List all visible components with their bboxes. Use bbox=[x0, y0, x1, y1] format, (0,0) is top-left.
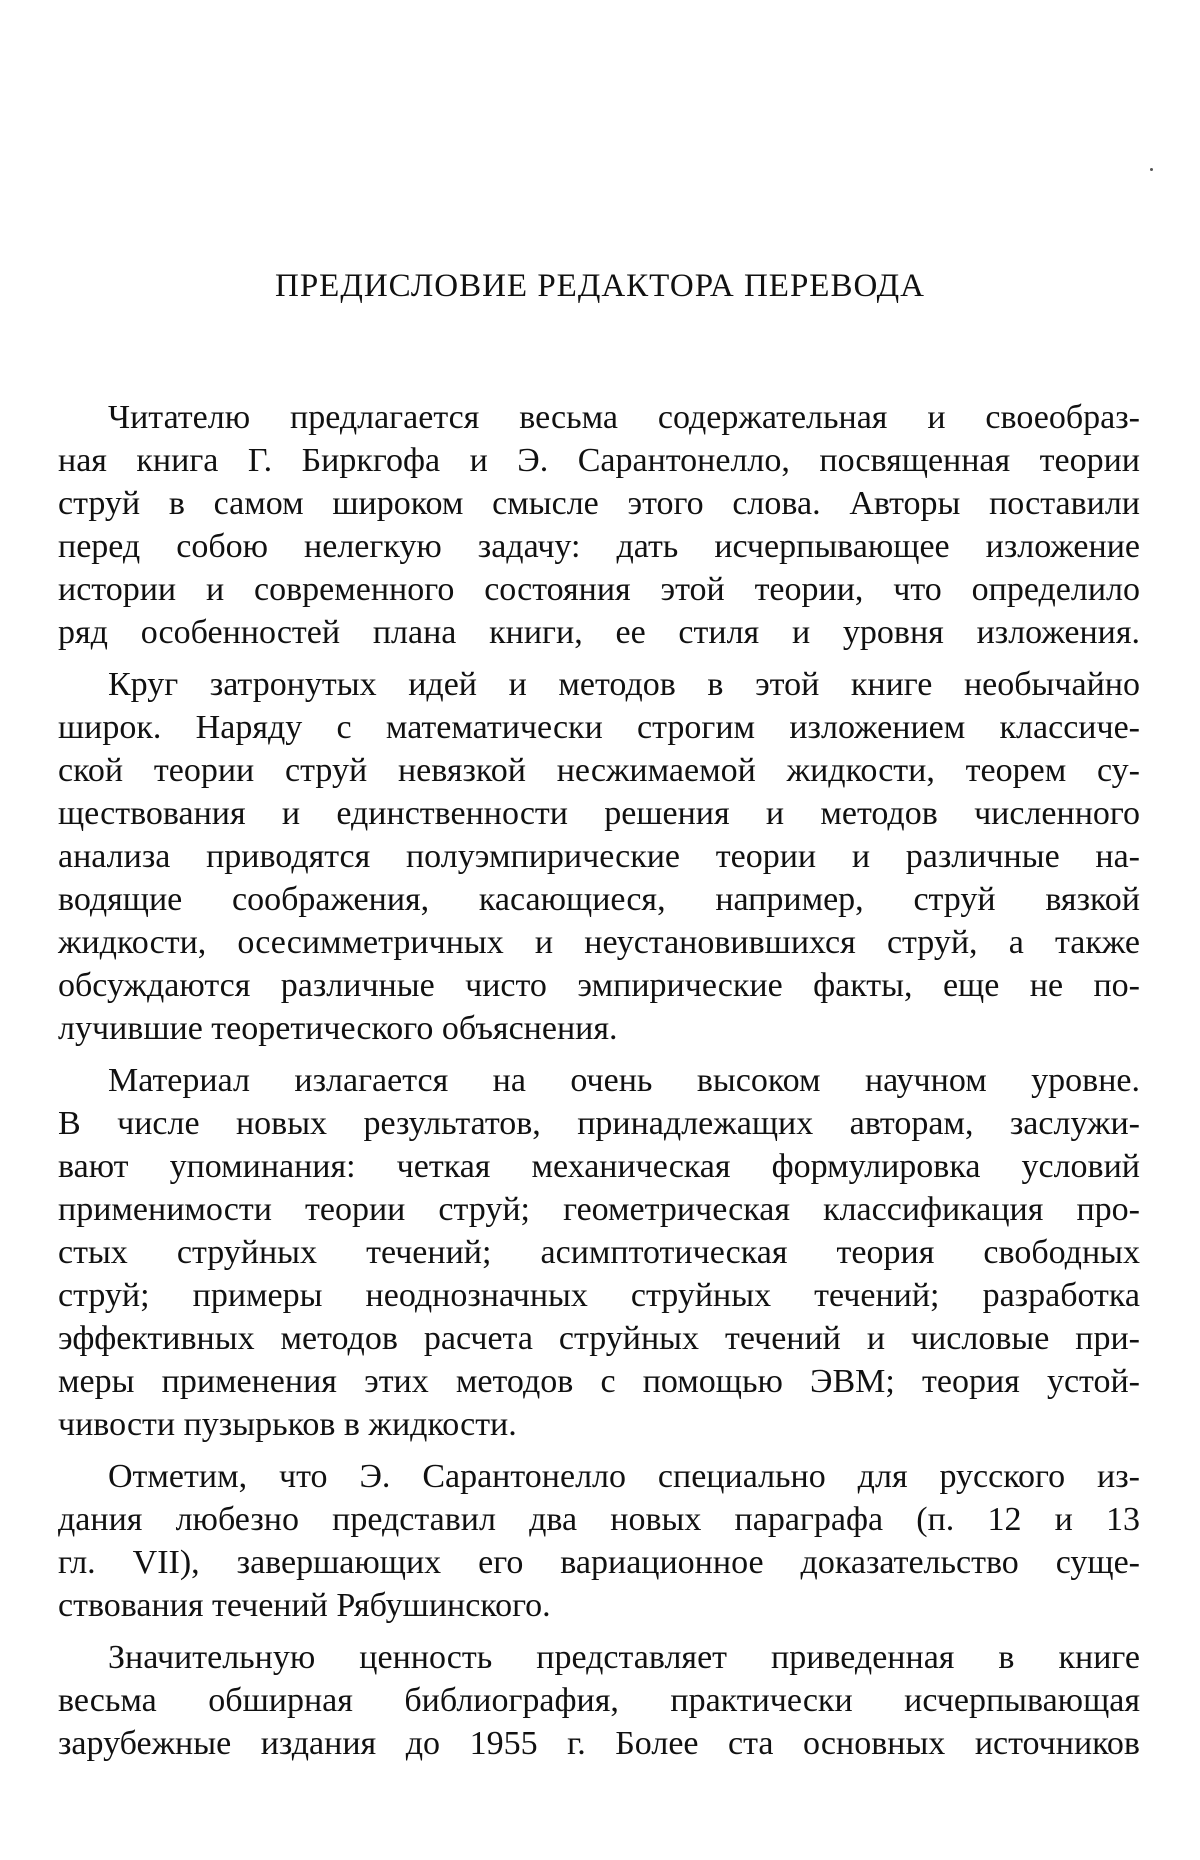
text-line: ная книга Г. Биркгофа и Э. Сарантонелло, посвященная теории bbox=[58, 442, 1140, 479]
page-title: ПРЕДИСЛОВИЕ РЕДАКТОРА ПЕРЕВОДА bbox=[274, 268, 925, 304]
text-line: Материал излагается на очень высоком научном уровне. bbox=[108, 1062, 1140, 1099]
text-line: струй; примеры неоднозначных струйных течений; разработка bbox=[58, 1277, 1140, 1314]
text-line: Значительную ценность представляет приведенная в книге bbox=[108, 1639, 1140, 1676]
text-line: В числе новых результатов, принадлежащих авторам, заслужи- bbox=[58, 1105, 1140, 1142]
text-line: перед собою нелегкую задачу: дать исчерпывающее изложение bbox=[58, 528, 1140, 565]
text-line: ряд особенностей плана книги, ее стиля и уровня изложения. bbox=[58, 614, 1140, 651]
text-line: лучившие теоретического объяснения. bbox=[58, 1010, 618, 1047]
text-line: обсуждаются различные чисто эмпирические факты, еще не по- bbox=[58, 967, 1140, 1004]
paragraph-1 bbox=[58, 396, 1140, 654]
text-line: весьма обширная библиография, практически исчерпывающая bbox=[58, 1682, 1140, 1719]
text-line: меры применения этих методов с помощью ЭВМ; теория устой- bbox=[58, 1363, 1140, 1400]
text-line: жидкости, осесимметричных и неустановившихся струй, а также bbox=[58, 924, 1140, 961]
text-line: зарубежные издания до 1955 г. Более ста основных источников bbox=[58, 1725, 1140, 1762]
text-line: водящие соображения, касающиеся, например, струй вязкой bbox=[58, 881, 1140, 918]
paragraph-4 bbox=[58, 1455, 1140, 1627]
text-line: ществования и единственности решения и методов численного bbox=[58, 795, 1140, 832]
text-line: применимости теории струй; геометрическая классификация про- bbox=[58, 1191, 1140, 1228]
text-line: истории и современного состояния этой теории, что определило bbox=[58, 571, 1140, 608]
text-line: Отметим, что Э. Сарантонелло специально для русского из- bbox=[108, 1458, 1140, 1495]
text-line: гл. VII), завершающих его вариационное доказательство суще- bbox=[58, 1544, 1140, 1581]
text-line: вают упоминания: четкая механическая формулировка условий bbox=[58, 1148, 1140, 1185]
text-line: анализа приводятся полуэмпирические теории и различные на- bbox=[58, 838, 1140, 875]
print-speck bbox=[1150, 168, 1153, 171]
text-line: эффективных методов расчета струйных течений и числовые при- bbox=[58, 1320, 1140, 1357]
text-line: ствования течений Рябушинского. bbox=[58, 1587, 551, 1624]
body-text bbox=[58, 396, 1140, 1774]
text-line: дания любезно представил два новых параграфа (п. 12 и 13 bbox=[58, 1501, 1140, 1538]
text-line: широк. Наряду с математически строгим изложением классиче- bbox=[58, 709, 1140, 746]
text-line: ской теории струй невязкой несжимаемой жидкости, теорем су- bbox=[58, 752, 1140, 789]
text-line: струй в самом широком смысле этого слова. Авторы поставили bbox=[58, 485, 1140, 522]
paragraph-3 bbox=[58, 1059, 1140, 1446]
text-line: Круг затронутых идей и методов в этой книге необычайно bbox=[108, 666, 1140, 703]
paragraph-2 bbox=[58, 663, 1140, 1050]
text-line: чивости пузырьков в жидкости. bbox=[58, 1406, 517, 1443]
paragraph-5 bbox=[58, 1636, 1140, 1765]
text-line: стых струйных течений; асимптотическая теория свободных bbox=[58, 1234, 1140, 1271]
text-line: Читателю предлагается весьма содержательная и своеобраз- bbox=[108, 399, 1140, 436]
